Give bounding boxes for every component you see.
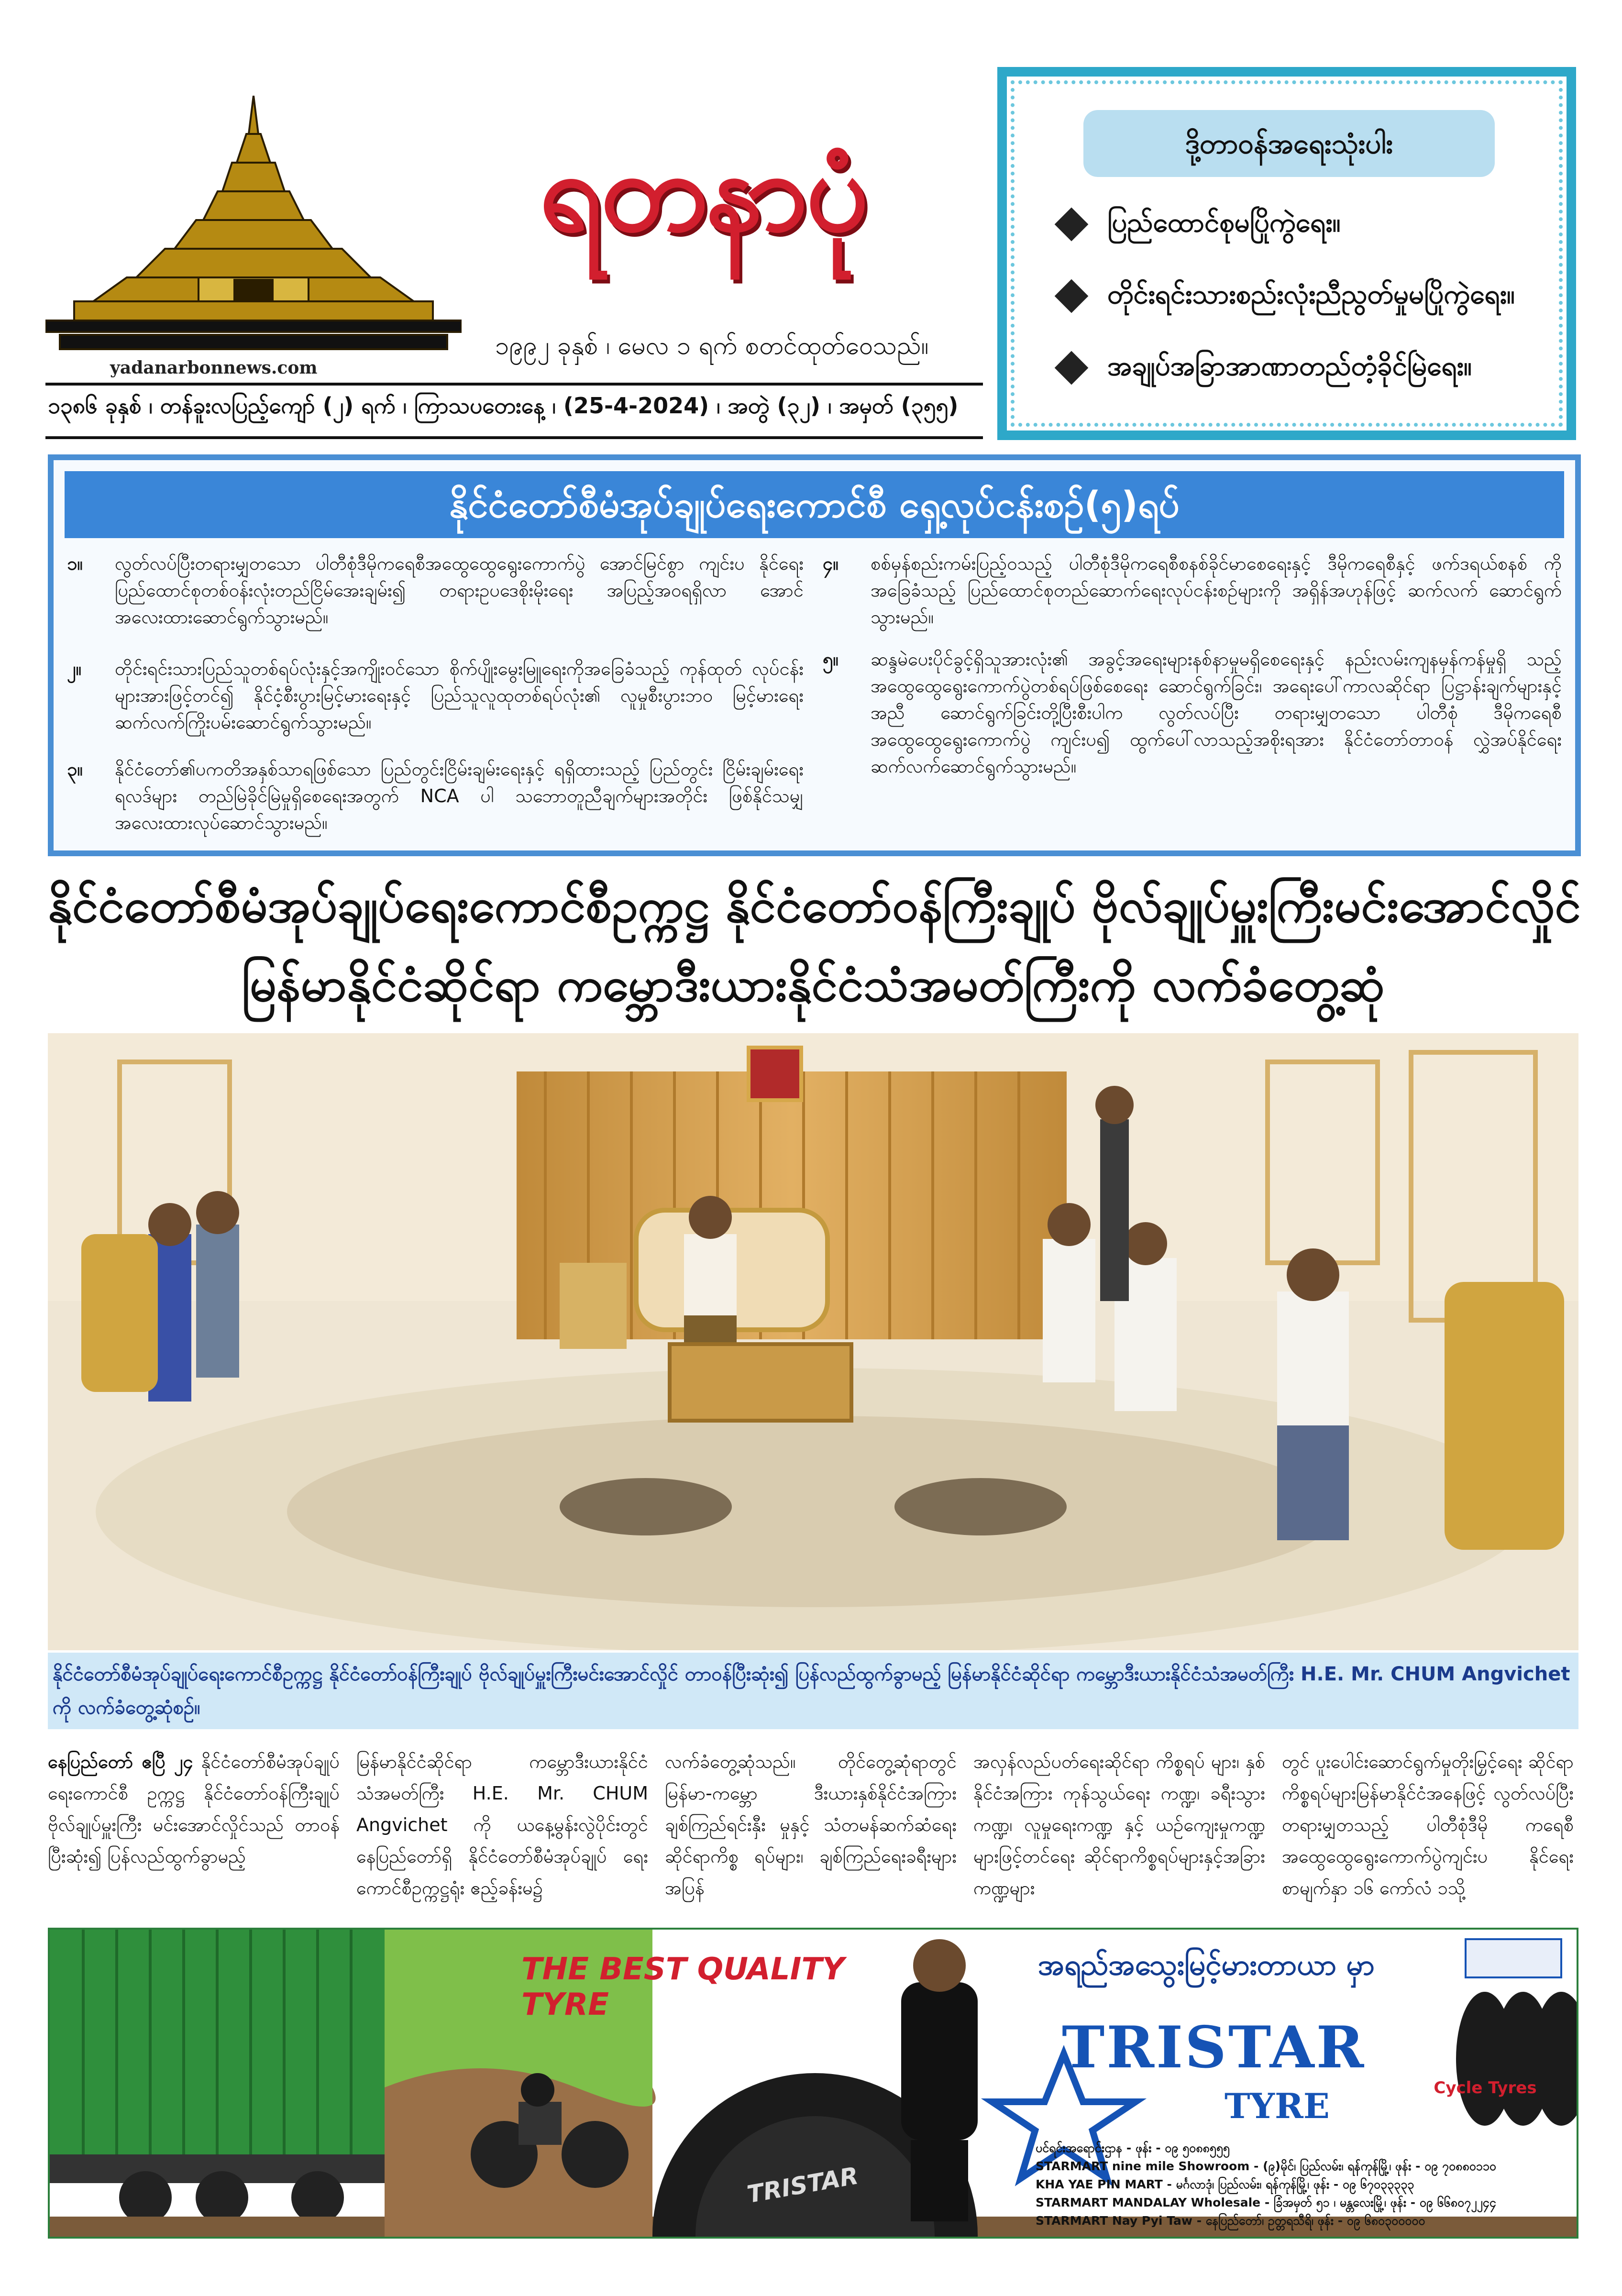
palace-logo [45,96,462,364]
ad-brand-sub: TYRE [1225,2086,1330,2126]
article-column [1282,1746,1574,1904]
objective-item: ၁။ လွတ်လပ်ပြီးတရားမျှတသော ပါတီစုံဒီမိုကရေစီအထွေထွေရွေးကောက်ပွဲ အောင်မြင်စွာ ကျင်းပ နိုင်ရေး ပြည်ထောင်စုတစ်ဝန်းလုံးတည်ငြိမ်အေးချမ်း၍ တရားဥပဒေစိုးမိုးရေး အပြည့်အဝရရှိလာ အောင် အလေးထားဆောင်ရွက်သွားမည်။ [67,553,804,628]
slogan-item: တိုင်းရင်းသားစည်းလုံးညီညွတ်မှုမပြိုကွဲရေး။ [1059,277,1567,317]
objective-item: ၄။ စစ်မှန်စည်းကမ်းပြည့်ဝသည့် ပါတီစုံဒီမိုကရေစီစနစ်ခိုင်မာစေရေးနှင့် ဒီမိုကရေစီနှင့် ဖက်ဒရယ်စနစ် ကို အခြေခံသည့် ပြည်ထောင်စုတည်ဆောက်ရေးလုပ်ငန်းစဉ်များကို အရှိန်အဟုန်ဖြင့် ဆက်လက် ဆောင်ရွက်သွားမည်။ [823,553,1562,628]
article-column [973,1746,1265,1904]
headline-line-2[interactable]: မြန်မာနိုင်ငံဆိုင်ရာ ကမ္ဘောဒီးယားနိုင်ငံသံအမတ်ကြီးကို လက်ခံတွေ့ဆုံ [242,958,1385,1012]
issue-dateline: ၁၃၈၆ ခုနှစ် ၊ တန်ခူးလပြည့်ကျော် (၂) ရက် ၊ ကြာသပတေးနေ့ ၊ (25-4-2024) ၊ အတွဲ (၃၂) ၊ အမှတ် (၃၅၅) [48,393,959,419]
meeting-photo-illustration [48,1033,1578,1650]
founded-line: ၁၉၉၂ ခုနှစ် ၊ မေလ ၁ ရက် စတင်ထုတ်ဝေသည်။ [495,331,929,360]
paper-title: ရတနာပုံ [539,127,867,256]
slogan-box-heading: ဒို့တာဝန်အရေးသုံးပါး [1083,110,1495,177]
article-text: အလှန်လည်ပတ်ရေးဆိုင်ရာ ကိစ္စရပ် များ၊ နှစ်နိုင်ငံအကြား ကုန်သွယ်ရေး ကဏ္ဍ၊ ခရီးသွားကဏ္ဍ၊ လူမှုရေးကဏ္ဍ နှင့် ယဉ်ကျေးမှုကဏ္ဍများဖြင့်တင်ရေး ဆိုင်ရာကိစ္စရပ်များနှင့်အခြားကဏ္ဍများ [973,1751,1265,1899]
diamond-bullet-icon [1055,279,1089,313]
article-column [665,1746,957,1904]
masthead-rule-bottom [45,436,983,439]
ad-contact-line: STARMART Nay Pyi Taw - နေပြည်တော်၊ ဥတ္တရသီရိ၊ ဖုန်း - ၀၉ ၆၈၀၃၀၀၀၀၀ [1036,2214,1425,2228]
slogan-item: ပြည်ထောင်စုမပြိုကွဲရေး။ [1059,206,1567,245]
ad-contact-line: STARMART nine mile Showroom - (၉)မိုင်၊ ပြည်လမ်း၊ ရန်ကုန်မြို့၊ ဖုန်း - ၀၉ ၇၀၈၈၀၁၁၀ [1036,2159,1496,2173]
article-column [48,1746,340,1904]
ad-cycle-label: Cycle Tyres [1434,2078,1537,2097]
site-url[interactable]: yadanarbonnews.com [110,358,318,378]
diamond-bullet-icon [1055,351,1089,385]
ad-tyre-tread-text: TRISTAR [745,2162,861,2209]
slogan-item: အချုပ်အခြာအာဏာတည်တံ့ခိုင်မြဲရေး။ [1059,349,1567,388]
ad-contact-line: ပင်ရင်းအရောင်းဌာန - ဖုန်း - ၀၉ ၅၀၈၈၅၅၅ [1036,2141,1230,2155]
news-photo [48,1033,1578,1650]
objective-item: ၅။ ဆန္ဒမဲပေးပိုင်ခွင့်ရှိသူအားလုံး၏ အခွင့်အရေးများနစ်နာမှုမရှိစေရေးနှင့် နည်းလမ်းကျနမှန်ကန်မှုရှိ သည့် အထွေထွေရွေးကောက်ပွဲတစ်ရပ်ဖြစ်စေရေး ဆောင်ရွက်ခြင်း၊ အရေးပေါ်ကာလဆိုင်ရာ ပြဋ္ဌာန်းချက်များနှင့်အညီ ဆောင်ရွက်ခြင်းတို့ပြီးစီးပါက လွတ်လပ်ပြီး တရားမျှတသော ပါတီစုံ ဒီမိုကရေစီ အထွေထွေရွေးကောက်ပွဲ ကျင်းပ၍ ထွက်ပေါ်လာသည့်အစိုးရအား နိုင်ငံတော်တာဝန် လွှဲအပ်နိုင်ရေး ဆက်လက်ဆောင်ရွက်သွားမည်။ [823,649,1562,777]
ad-myanmar-line: အရည်အသွေးမြင့်မားတာယာ မှာ [1038,1948,1375,1982]
article-column [356,1746,648,1904]
ad-contact-line: STARMART MANDALAY Wholesale - ခြံအမှတ် ၅၁ ၊ မန္တလေးမြို့၊ ဖုန်း - ၀၉ ၆၆၈၀၇၂၂၄၄ [1036,2196,1496,2209]
article-text: လက်ခံတွေ့ဆုံသည်။ တိုင်တွေ့ဆုံရာတွင် မြန်မာ-ကမ္ဘော ဒီးယားနှစ်နိုင်ငံအကြား ချစ်ကြည်ရင်းနှီး မှုနှင့် သံတမန်ဆက်ဆံရေးဆိုင်ရာကိစ္စ ရပ်များ၊ ချစ်ကြည်ရေးခရီးများ အပြန် [665,1751,957,1899]
photo-caption: နိုင်ငံတော်စီမံအုပ်ချုပ်ရေးကောင်စီဥက္ကဋ္ဌ နိုင်ငံတော်ဝန်ကြီးချုပ် ဗိုလ်ချုပ်မှူးကြီးမင်းအောင်လှိုင် တာဝန်ပြီးဆုံး၍ ပြန်လည်ထွက်ခွာမည့် မြန်မာနိုင်ငံဆိုင်ရာ ကမ္ဘောဒီးယားနိုင်ငံသံအမတ်ကြီး H.E. Mr. CHUM Angvichet ကို လက်ခံတွေ့ဆုံစဉ်။ [53,1663,1570,1719]
diamond-bullet-icon [1055,208,1089,242]
headline-line-1[interactable]: နိုင်ငံတော်စီမံအုပ်ချုပ်ရေးကောင်စီဥက္ကဋ္ဌ နိုင်ငံတော်ဝန်ကြီးချုပ် ဗိုလ်ချုပ်မှူးကြီးမင်းအောင်လှိုင် [48,879,1581,933]
article-dateline: နေပြည်တော် ဧပြီ ၂၄ [48,1751,193,1772]
ad-contact-line: KHA YAE PIN MART - မင်္ဂလာဒုံ၊ ပြည်လမ်း၊ ရန်ကုန်မြို့၊ ဖုန်း - ၀၉ ၆၇၀၃၃၃၃၃ [1036,2177,1414,2191]
objectives-title: နိုင်ငံတော်စီမံအုပ်ချုပ်ရေးကောင်စီ ရှေ့လုပ်ငန်းစဉ်(၅)ရပ် [65,471,1564,538]
article-text: မြန်မာနိုင်ငံဆိုင်ရာ ကမ္ဘောဒီးယားနိုင်ငံ သံအမတ်ကြီး H.E. Mr. CHUM Angvichet ကို ယနေ့မွန်းလွဲပိုင်းတွင် နေပြည်တော်ရှိ နိုင်ငံတော်စီမံအုပ်ချုပ် ရေးကောင်စီဥက္ကဋ္ဌရုံး ဧည့်ခန်းမ၌ [356,1751,648,1899]
objective-item: ၃။ နိုင်ငံတော်၏ပကတိအနှစ်သာရဖြစ်သော ပြည်တွင်းငြိမ်းချမ်းရေးနှင့် ရရှိထားသည့် ပြည်တွင်း ငြိမ်းချမ်းရေးရလဒ်များ တည်မြဲခိုင်မြဲမှုရှိစေရေးအတွက် NCA ပါ သဘောတူညီချက်များအတိုင်း ဖြစ်နိုင်သမျှ အလေးထားလုပ်ဆောင်သွားမည်။ [67,759,804,833]
masthead-rule-top [45,383,983,386]
ad-brand-name: TRISTAR [1062,2014,1366,2081]
objective-item: ၂။ တိုင်းရင်းသားပြည်သူတစ်ရပ်လုံးနှင့်အကျိုးဝင်သော စိုက်ပျိုးမွေးမြူရေးကိုအခြေခံသည့် ကုန်ထုတ် လုပ်ငန်းများအားဖြင့်တင်၍ နိုင်ငံ့စီးပွားမြင့်မားရေးနှင့် ပြည်သူလူထုတစ်ရပ်လုံး၏ လူမှုစီးပွားဘဝ မြင့်မားရေး ဆက်လက်ကြိုးပမ်းဆောင်ရွက်သွားမည်။ [67,658,804,733]
article-text: တွင် ပူးပေါင်းဆောင်ရွက်မှုတိုးမြှင့်ရေး ဆိုင်ရာကိစ္စရပ်များမြန်မာနိုင်ငံအနေဖြင့် လွတ်လပ်ပြီး တရားမျှတသည့် ပါတီစုံဒီမို ကရေစီအထွေထွေရွေးကောက်ပွဲကျင်းပ နိုင်ရေး စာမျက်နှာ ၁၆ ကော်လံ ၁သို့ [1282,1751,1574,1899]
ad-slogan: THE BEST QUALITY TYRE [521,1952,845,2022]
article-text: နိုင်ငံတော်စီမံအုပ်ချုပ်ရေးကောင်စီ ဥက္ကဋ္ဌ နိုင်ငံတော်ဝန်ကြီးချုပ် ဗိုလ်ချုပ်မှူးကြီး မင်းအောင်လှိုင်သည် တာဝန်ပြီးဆုံး၍ ပြန်လည်ထွက်ခွာမည့် [48,1751,340,1867]
